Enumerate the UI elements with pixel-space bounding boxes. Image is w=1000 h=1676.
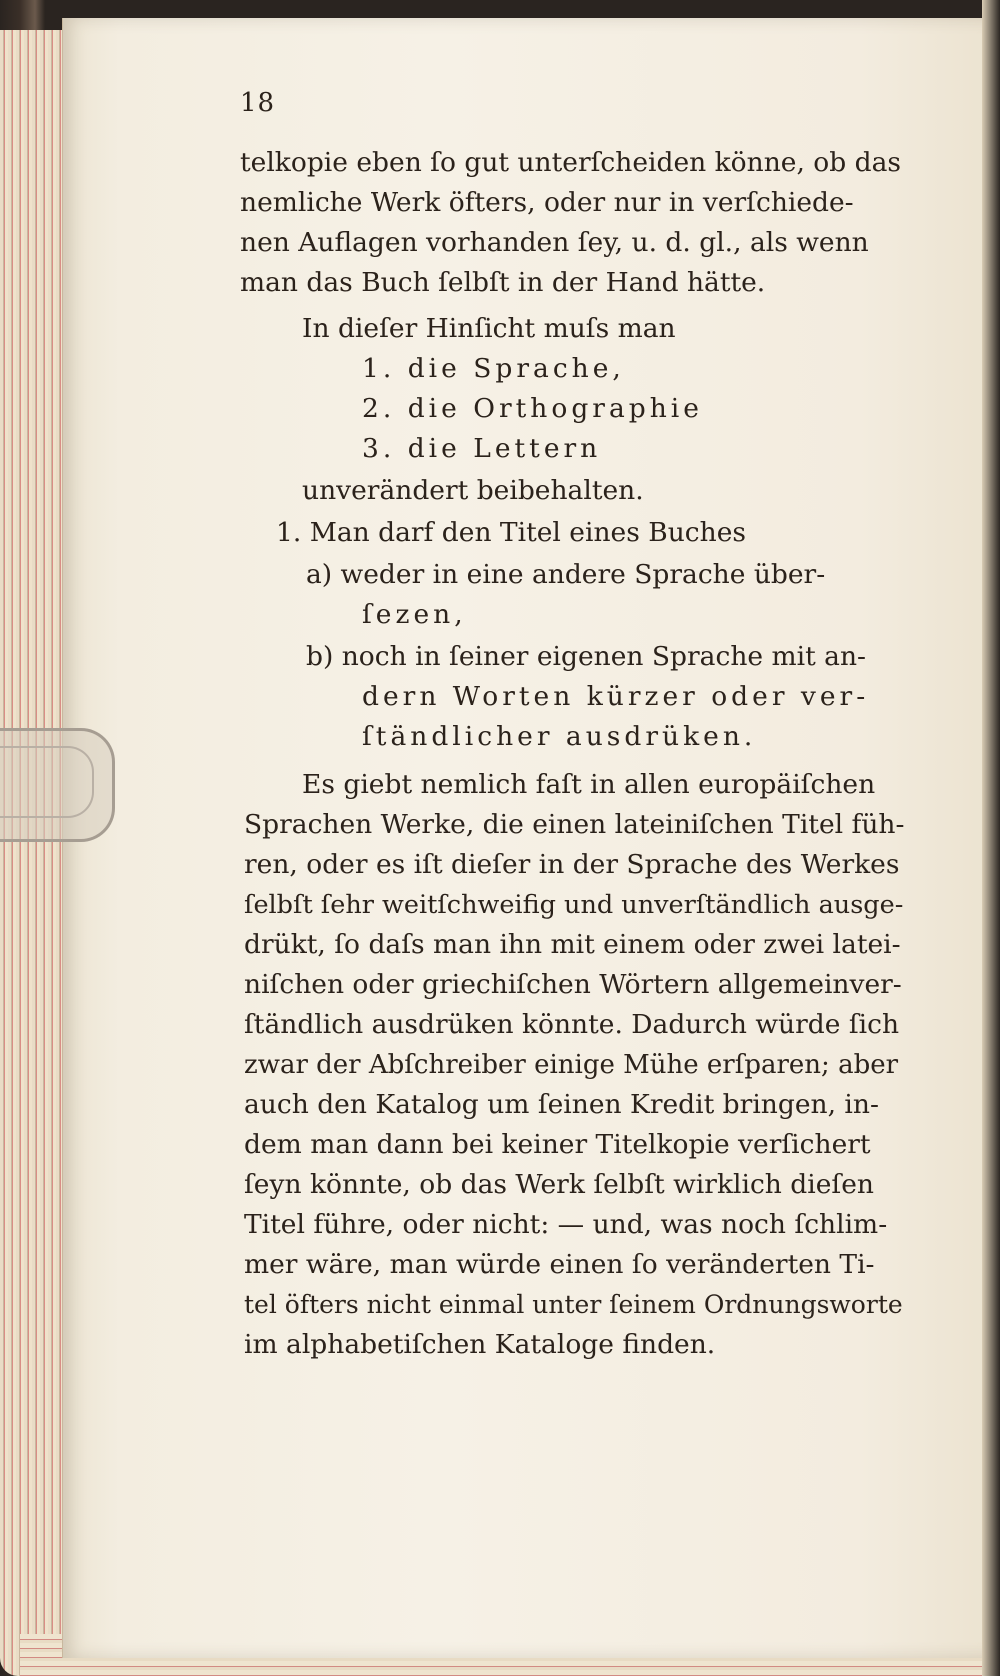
- right-binding-edge: [982, 0, 1000, 1676]
- text-line: Titel führe, oder nicht: — und, was noch ſchlim-: [244, 1209, 888, 1240]
- text-line: auch den Katalog um ſeinen Kredit bringen, in-: [244, 1089, 879, 1120]
- rule-heading: 1. Man darf den Titel eines Buches: [276, 517, 746, 548]
- list-item-2: 2. die Orthographie: [362, 393, 703, 424]
- rule-item-b: b) noch in ſeiner eigenen Sprache mit an-: [306, 641, 866, 672]
- text-line: nen Auflagen vorhanden ſey, u. d. gl., als wenn: [240, 227, 869, 258]
- text-line: unverändert beibehalten.: [302, 475, 644, 506]
- text-line: In dieſer Hinſicht muſs man: [302, 313, 676, 344]
- text-line: ſezen,: [362, 599, 467, 630]
- rule-item-a: a) weder in eine andere Sprache über-: [306, 559, 826, 590]
- text-line: ſtändlicher ausdrüken.: [362, 721, 757, 752]
- text-line: man das Buch ſelbſt in der Hand hätte.: [240, 267, 766, 298]
- text-line: dem man dann bei keiner Titelkopie verſichert: [244, 1129, 871, 1160]
- text-line: ſeyn könnte, ob das Werk ſelbſt wirklich dieſen: [244, 1169, 874, 1200]
- text-line: im alphabetiſchen Kataloge finden.: [244, 1329, 716, 1360]
- text-line: mer wäre, man würde einen ſo veränderten Ti-: [244, 1249, 875, 1280]
- list-item-1: 1. die Sprache,: [362, 353, 625, 384]
- text-line: ren, oder es iſt dieſer in der Sprache des Werkes: [244, 849, 900, 880]
- page-clip-inner: [0, 746, 94, 818]
- text-line: zwar der Abſchreiber einige Mühe erſparen; aber: [244, 1050, 899, 1080]
- text-line: drükt, ſo daſs man ihn mit einem oder zwei latei-: [244, 929, 901, 960]
- text-line: ſelbſt ſehr weitſchweifig und unverſtändlich ausge-: [244, 890, 904, 920]
- text-line: ſtändlich ausdrüken könnte. Dadurch würde ſich: [244, 1009, 900, 1040]
- text-line: nemliche Werk öfters, oder nur in verſchiede-: [240, 187, 854, 218]
- list-item-3: 3. die Lettern: [362, 433, 602, 464]
- text-line: tel öfters nicht einmal unter ſeinem Ordnungsworte: [244, 1290, 903, 1319]
- text-line: telkopie eben ſo gut unterſcheiden könne, ob das: [240, 147, 901, 178]
- page-number: 18: [240, 88, 276, 118]
- text-line: Sprachen Werke, die einen lateiniſchen Titel füh-: [244, 809, 905, 840]
- text-line: Es giebt nemlich faſt in allen europäiſchen: [302, 769, 876, 800]
- text-line: dern Worten kürzer oder ver-: [362, 681, 870, 712]
- text-line: niſchen oder griechiſchen Wörtern allgemeinver-: [244, 969, 902, 1000]
